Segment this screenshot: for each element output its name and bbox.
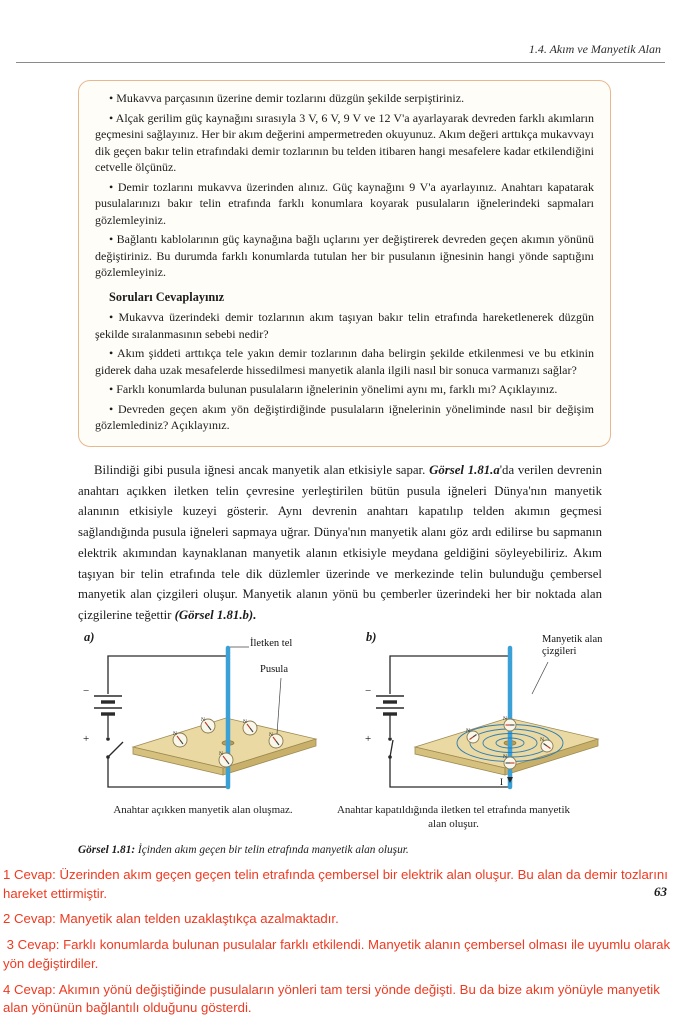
- activity-step: • Alçak gerilim güç kaynağını sırasıyla 3 V, 6 V, 9 V ve 12 V'a ayarlayarak devreden farklı akımların geçmesini sağlayınız. Her bir akım değerini ampermetreden okuyunuz. Akım değeri arttıkça mukavvayı dik geçen bakır telin etrafındaki demir tozlarının bu telden itibaren hangi mesafelere kadar etkilendiğini cetvelle ölçünüz.: [95, 110, 594, 175]
- figure-1-81: [78, 630, 611, 840]
- svg-text:N: N: [243, 719, 247, 725]
- activity-box: [78, 80, 611, 447]
- svg-text:N: N: [540, 737, 544, 743]
- text-segment: Görsel 1.81.a: [429, 463, 500, 477]
- current-label: I: [499, 778, 503, 788]
- compass-label-leader: [277, 678, 281, 734]
- text-segment: (Görsel 1.81.b).: [174, 608, 257, 623]
- svg-text:N: N: [269, 732, 273, 738]
- activity-question: • Akım şiddeti arttıkça tele yakın demir tozlarının daha belirgin şekilde etkilenmesi ve bu etkinin giderek daha uzak mesafelerde hissedilmesi manyetik alanla ilgili nasıl bir sonuca varmanızı sağlar?: [95, 346, 594, 377]
- compass: [201, 717, 215, 733]
- wire-label: İletken tel: [250, 638, 293, 649]
- answer-text: 2 Cevap: Manyetik alan telden uzaklaştıkça azalmaktadır.: [3, 911, 339, 927]
- figure-caption-text: İçinden akım geçen bir telin etrafında manyetik alan oluşur.: [135, 844, 409, 856]
- compass: [243, 719, 257, 735]
- svg-text:N: N: [219, 751, 223, 757]
- switch-closed-icon: [388, 737, 393, 759]
- compass-label: Pusula: [260, 664, 289, 675]
- answer-text: 3 Cevap: Farklı konumlarda bulunan pusulalar farklı etkilendi. Manyetik alanın çembersel olması ile uyumlu olarak yön değiştirdiler.: [3, 937, 674, 971]
- activity-step: • Mukavva parçasının üzerine demir tozlarını düzgün şekilde serpiştiriniz.: [109, 91, 465, 105]
- battery-symbol: [376, 696, 404, 714]
- svg-text:N: N: [503, 754, 507, 760]
- header-divider: [16, 62, 665, 63]
- plus-terminal-label: +: [83, 733, 90, 745]
- activity-question: • Farklı konumlarda bulunan pusulaların iğnelerinin yönelimi aynı mı, farklı mı? Açıklayınız.: [109, 382, 558, 397]
- switch-open-icon: [106, 737, 123, 759]
- section-header: 1.4. Akım ve Manyetik Alan: [528, 42, 661, 56]
- activity-questions: [95, 309, 594, 434]
- diagram-b-caption: Anahtar kapatıldığında iletken tel etrafında manyetik alan oluşur.: [336, 804, 571, 830]
- top-wire: [390, 656, 510, 694]
- text-segment: 'da verilen devrenin anahtarı açıkken iletken telin çevresine yerleştirilen bütün pusula iğneleri Dünya'nın manyetik alanının etkisiyle kuzeyi gösterir. Aynı devrenin anahtarı kapatılıp telden akımın geçmesi sağlandığında pusula iğneleri sapmaya uğrar. Dünya'nın manyetik alanı göz ardı edilirse bu sapmanın elektrik akımından kaynaklanan manyetik alanın etkisiyle meydana geldiğini söyleyebiliriz. Akım taşıyan bir telin etrafında tele dik düzlemler üzerinde ve merkezinde telin bulunduğu çembersel manyetik alan çizgileri oluşur. Manyetik alanın yönü bu çemberler üzerindeki her bir noktada alan çizgilerine teğettir: [78, 463, 602, 623]
- figure-letter-b: b): [366, 630, 377, 644]
- svg-text:N: N: [173, 731, 177, 737]
- minus-terminal-label: −: [83, 685, 90, 697]
- activity-step: • Demir tozlarını mukavva üzerinden alınız. Güç kaynağını 9 V'a ayarlayınız. Anahtarı kapatarak pusulalarınızı bakır telin etrafında farklı konumlara koyarak pusulaların iğnelerindeki sapmaları gözlemleyiniz.: [95, 179, 594, 227]
- battery-symbol: [94, 696, 122, 714]
- svg-text:N: N: [201, 717, 205, 723]
- answer-text: 4 Cevap: Akımın yönü değiştiğinde pusulaların yönleri tam tersi yönde değişti. Bu da bize akım yönüyle manyetik alan yönünün bağlantılı olduğunu gösterdi.: [3, 981, 664, 1016]
- activity-question: • Mukavva üzerindeki demir tozlarının akım taşıyan bakır telin etrafında hareketlenerek düzgün şekilde sıralanmasının sebebi nedir?: [95, 310, 594, 341]
- figure-letter-a: a): [84, 630, 95, 644]
- answer-text: 1 Cevap: Üzerinden akım geçen geçen telin etrafında çembersel bir elektrik alan oluşur. Bu alan da demir tozlarını hareket ettirmiştir.: [3, 867, 672, 901]
- text-segment: Bilindiği gibi pusula iğnesi ancak manyetik alan etkisiyle sapar.: [94, 463, 430, 477]
- activity-steps: [95, 90, 594, 281]
- questions-heading: Soruları Cevaplayınız: [109, 290, 225, 305]
- body-paragraph: [78, 460, 602, 626]
- circuit-diagram-b: [360, 642, 610, 802]
- figure-caption: [78, 844, 409, 856]
- top-wire: [108, 656, 228, 694]
- diagram-a-caption: Anahtar açıkken manyetik alan oluşmaz.: [113, 804, 293, 816]
- circuit-diagram-a: [78, 642, 328, 802]
- handwritten-answers: [3, 866, 678, 1024]
- page-number: 63: [654, 884, 667, 899]
- figure-caption-label: Görsel 1.81:: [78, 844, 136, 856]
- plus-terminal-label: +: [365, 733, 372, 745]
- svg-text:N: N: [466, 728, 470, 734]
- svg-text:N: N: [503, 716, 507, 722]
- field-label-leader: [532, 662, 548, 694]
- field-lines-label: Manyetik alan çizgileri: [542, 634, 603, 658]
- minus-terminal-label: −: [365, 685, 372, 697]
- activity-step: • Bağlantı kablolarının güç kaynağına bağlı uçlarını yer değiştirerek devreden geçen akımın yönünü değiştiriniz. Bu durumda farklı konumlarda tutulan her bir pusulanın iğnesinin hangi yönde saptığını gözlemleyiniz.: [95, 232, 594, 280]
- activity-question: • Devreden geçen akım yön değiştirdiğinde pusulaların iğnelerinin yöneliminde nasıl bir değişim gözlemlediniz? Açıklayınız.: [95, 401, 594, 433]
